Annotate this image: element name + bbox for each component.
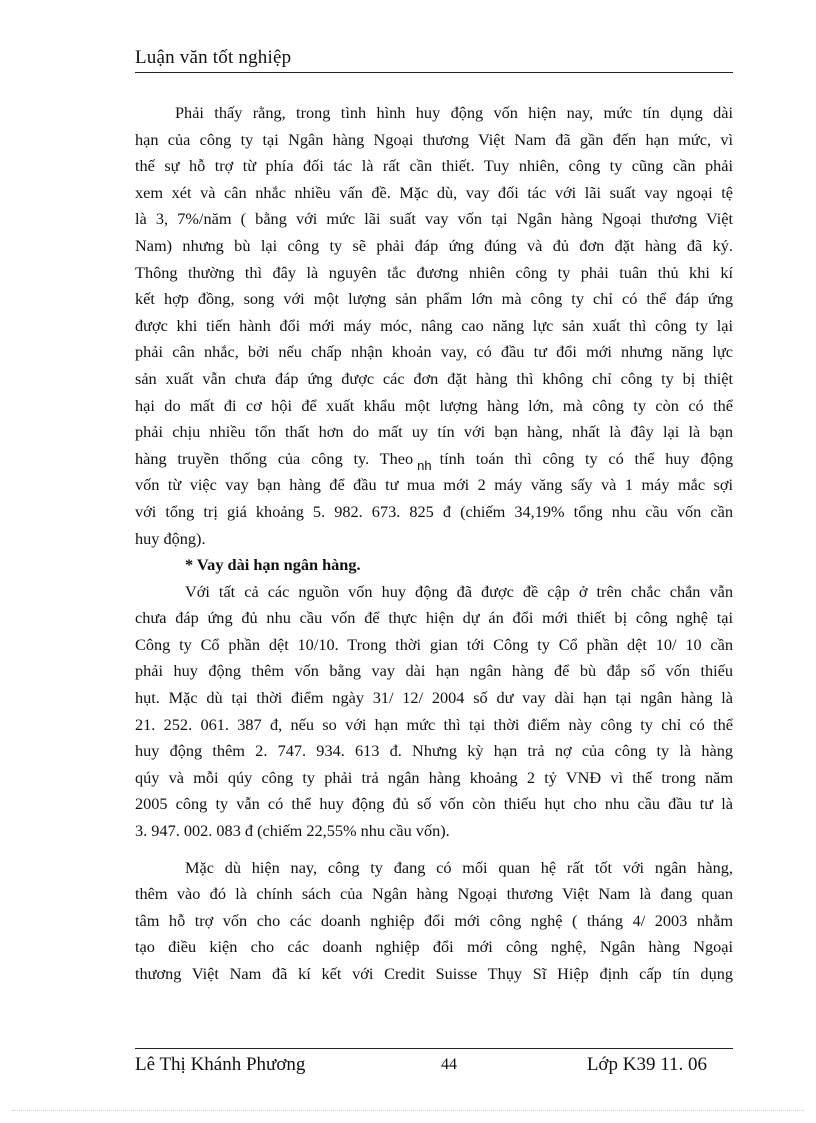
text-line-with-note <box>135 446 733 473</box>
text-line: thêm vào đó là chính sách của Ngân hàng Ngoại thương Việt Nam là đang quan <box>135 884 733 904</box>
text-line: hạn của công ty tại Ngân hàng Ngoại thương Việt Nam đã gần đến hạn mức, vì <box>135 129 733 149</box>
text-line: kết hợp đồng, song với một lượng sản phẩm lớn mà công ty chỉ có thể đáp ứng <box>135 289 733 309</box>
text-line: phải chịu nhiều tổn thất hơn do mất uy tín với bạn hàng, nhất là đây lại là bạn <box>135 422 733 442</box>
page-edge-divider <box>12 1110 804 1111</box>
paragraph-3 <box>135 855 733 988</box>
text-line: phải huy động thêm vốn bằng vay dài hạn ngân hàng để bù đắp số vốn thiếu <box>135 661 733 681</box>
text-line: vốn từ việc vay bạn hàng để đầu tư mua mới 2 máy văng sấy và 1 máy mắc sợi <box>135 475 733 495</box>
text-line: phải cân nhắc, bởi nếu chấp nhận khoản vay, có đầu tư đổi mới nhưng năng lực <box>135 342 733 362</box>
inline-note: nh <box>417 457 432 473</box>
document-body <box>135 100 733 988</box>
section-heading: * Vay dài hạn ngân hàng. <box>185 555 361 575</box>
footer-author: Lê Thị Khánh Phương <box>135 1054 306 1075</box>
text-line: huy động thêm 2. 747. 934. 613 đ. Nhưng kỳ hạn trả nợ của công ty là hàng <box>135 741 733 761</box>
text-line: huy động). <box>135 528 206 548</box>
text-line: được khi tiến hành đổi mới máy móc, nâng cao năng lực sản xuất thì công ty lại <box>135 315 733 335</box>
paragraph-1 <box>135 100 733 552</box>
text-line: hại do mất đi cơ hội để xuất khẩu một lượng hàng lớn, mà công ty còn có thể <box>135 395 733 415</box>
text-line: Thông thường thì đây là nguyên tắc đương nhiên công ty phải tuân thủ khi kí <box>135 262 733 282</box>
text-line: 21. 252. 061. 387 đ, nếu so với hạn mức thì tại thời điểm này công ty chỉ có thể <box>135 714 733 734</box>
page-number: 44 <box>441 1056 457 1073</box>
page-header <box>135 46 733 73</box>
text-line: Mặc dù hiện nay, công ty đang có mối quan hệ rất tốt với ngân hàng, <box>185 857 733 877</box>
page-footer <box>135 1048 733 1081</box>
text-fragment: tính toán thì công ty có thể huy động <box>439 448 734 468</box>
text-fragment: hàng truyền thống của công ty. Theo <box>135 448 414 468</box>
text-line: 3. 947. 002. 083 đ (chiếm 22,55% nhu cầu vốn). <box>135 821 450 841</box>
text-line: thế sự hỗ trợ từ phía đối tác là rất cần thiết. Tuy nhiên, công ty cũng cần phải <box>135 156 733 176</box>
text-line: với tổng trị giá khoảng 5. 982. 673. 825 đ (chiếm 34,19% tổng nhu cầu vốn cần <box>135 501 733 521</box>
header-title: Luận văn tốt nghiệp <box>135 47 292 68</box>
text-line: xem xét và cân nhắc nhiều vấn đề. Mặc dù, vay đối tác với lãi suất vay ngoại tệ <box>135 182 733 202</box>
text-line: Công ty Cổ phần dệt 10/10. Trong thời gian tới Công ty Cổ phần dệt 10/ 10 cần <box>135 634 733 654</box>
text-line: thương Việt Nam đã kí kết với Credit Suisse Thụy Sĩ Hiệp định cấp tín dụng <box>135 964 733 983</box>
text-line: Với tất cả các nguồn vốn huy động đã được đề cập ở trên chắc chắn vẫn <box>185 581 733 601</box>
text-line: 2005 công ty vẫn có thể huy động đủ số vốn còn thiếu hụt cho nhu cầu đầu tư là <box>135 794 733 814</box>
text-line: tạo điều kiện cho các doanh nghiệp đổi mới công nghệ, Ngân hàng Ngoại <box>135 937 733 957</box>
footer-class: Lớp K39 11. 06 <box>586 1054 707 1075</box>
text-line: sản xuất vẫn chưa đáp ứng được các đơn đặt hàng thì không chỉ công ty bị thiệt <box>135 368 733 388</box>
text-line: qúy và mỗi qúy công ty phải trả ngân hàng khoảng 2 tỷ VNĐ vì thế trong năm <box>135 767 733 787</box>
text-line: Nam) nhưng bù lại công ty sẽ phải đáp ứng đúng và đủ đơn đặt hàng đã ký. <box>135 235 733 255</box>
text-line: hụt. Mặc dù tại thời điểm ngày 31/ 12/ 2004 số dư vay dài hạn tại ngân hàng là <box>135 688 733 708</box>
text-line: là 3, 7%/năm ( bằng với mức lãi suất vay vốn tại Ngân hàng Ngoại thương Việt <box>135 209 733 229</box>
text-line: Phải thấy rằng, trong tình hình huy động vốn hiện nay, mức tín dụng dài <box>175 103 733 122</box>
text-line: chưa đáp ứng đủ nhu cầu vốn để thực hiện dự án đổi mới thiết bị công nghệ tại <box>135 608 733 628</box>
text-line: tâm hỗ trợ vốn cho các doanh nghiệp đổi mới công nghệ ( tháng 4/ 2003 nhằm <box>135 910 733 930</box>
paragraph-2 <box>135 579 733 845</box>
